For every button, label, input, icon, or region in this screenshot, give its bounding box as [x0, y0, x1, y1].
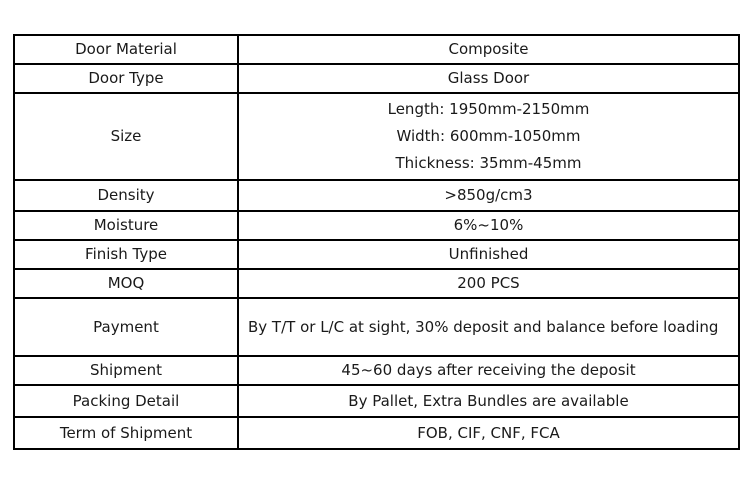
- specs-table: [13, 34, 740, 450]
- spec-value-moisture: 6%~10%: [238, 211, 739, 240]
- spec-value-payment: By T/T or L/C at sight, 30% deposit and balance before loading: [238, 298, 739, 356]
- spec-value-door-type: Glass Door: [238, 64, 739, 93]
- spec-row-payment: [14, 298, 739, 356]
- spec-value-moq: 200 PCS: [238, 269, 739, 298]
- spec-row-shipment: [14, 356, 739, 385]
- spec-value-line: Length: 1950mm-2150mm: [387, 100, 590, 118]
- spec-label-size: Size: [14, 93, 238, 180]
- spec-label-payment: Payment: [14, 298, 238, 356]
- spec-label-shipment: Shipment: [14, 356, 238, 385]
- spec-row-packing-detail: [14, 385, 739, 417]
- spec-row-door-type: [14, 64, 739, 93]
- spec-row-moq: [14, 269, 739, 298]
- spec-label-packing-detail: Packing Detail: [14, 385, 238, 417]
- spec-row-density: [14, 180, 739, 211]
- spec-label-finish-type: Finish Type: [14, 240, 238, 269]
- spec-value-density: >850g/cm3: [238, 180, 739, 211]
- spec-label-moq: MOQ: [14, 269, 238, 298]
- specs-table-body: [14, 35, 739, 449]
- spec-label-moisture: Moisture: [14, 211, 238, 240]
- spec-value-line: Thickness: 35mm-45mm: [395, 154, 582, 172]
- spec-row-door-material: [14, 35, 739, 64]
- spec-value-packing-detail: By Pallet, Extra Bundles are available: [238, 385, 739, 417]
- spec-label-door-material: Door Material: [14, 35, 238, 64]
- spec-label-door-type: Door Type: [14, 64, 238, 93]
- spec-value-finish-type: Unfinished: [238, 240, 739, 269]
- spec-row-moisture: [14, 211, 739, 240]
- spec-value-shipment: 45~60 days after receiving the deposit: [238, 356, 739, 385]
- spec-value-line: Width: 600mm-1050mm: [396, 127, 581, 145]
- spec-row-size: [14, 93, 739, 180]
- spec-label-density: Density: [14, 180, 238, 211]
- spec-row-finish-type: [14, 240, 739, 269]
- spec-value-size: [238, 93, 739, 180]
- spec-value-door-material: Composite: [238, 35, 739, 64]
- spec-row-term-of-shipment: [14, 417, 739, 449]
- spec-value-term-of-shipment: FOB, CIF, CNF, FCA: [238, 417, 739, 449]
- spec-label-term-of-shipment: Term of Shipment: [14, 417, 238, 449]
